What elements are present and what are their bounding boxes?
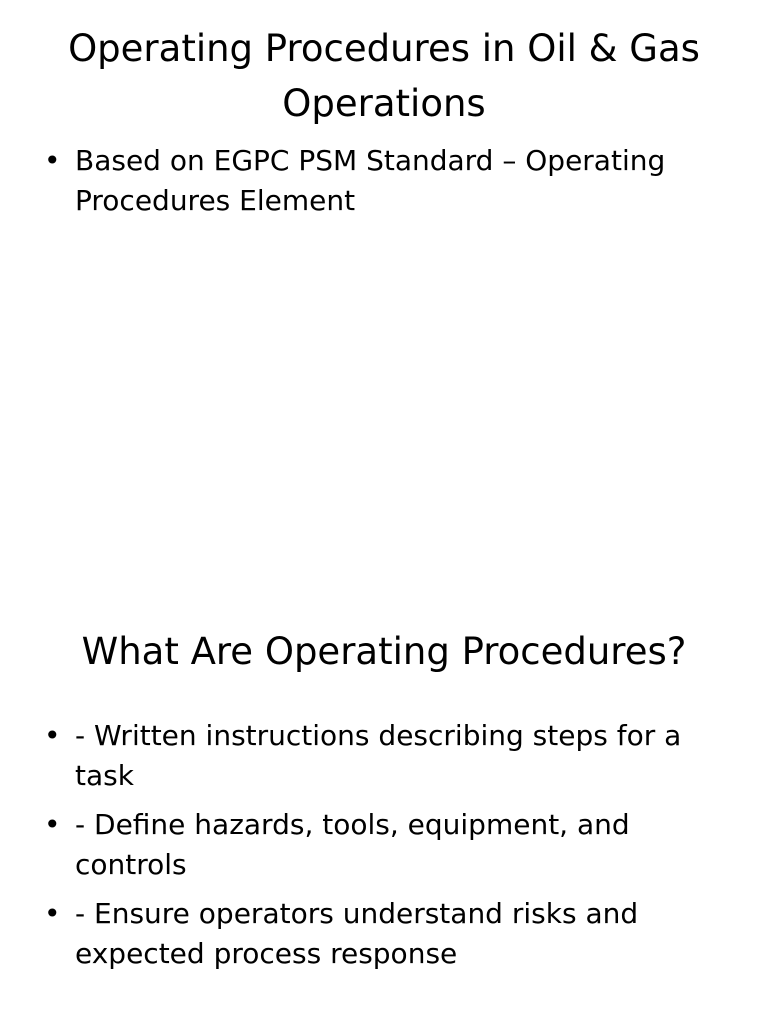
- bullet-text: - Written instructions describing steps for a task: [75, 719, 682, 792]
- bullet-icon: •: [44, 719, 61, 752]
- bullet-text: Based on EGPC PSM Standard – Operating Procedures Element: [75, 144, 666, 217]
- bullet-icon: •: [44, 144, 61, 177]
- bullet-text: - Define hazards, tools, equipment, and controls: [75, 808, 630, 881]
- bullet-item: [40, 805, 700, 885]
- bullet-item: [40, 716, 700, 796]
- slide-title: What Are Operating Procedures?: [81, 630, 687, 673]
- bullet-list: [40, 716, 700, 983]
- slide-2: [0, 576, 768, 1024]
- bullet-item: [40, 141, 700, 221]
- bullet-icon: •: [44, 808, 61, 841]
- bullet-icon: •: [44, 897, 61, 930]
- slide-title: Operating Procedures in Oil & Gas Operations: [68, 27, 700, 125]
- bullet-text: - Ensure operators understand risks and expected process response: [75, 897, 639, 970]
- bullet-item: [40, 894, 700, 974]
- bullet-list: [40, 141, 700, 230]
